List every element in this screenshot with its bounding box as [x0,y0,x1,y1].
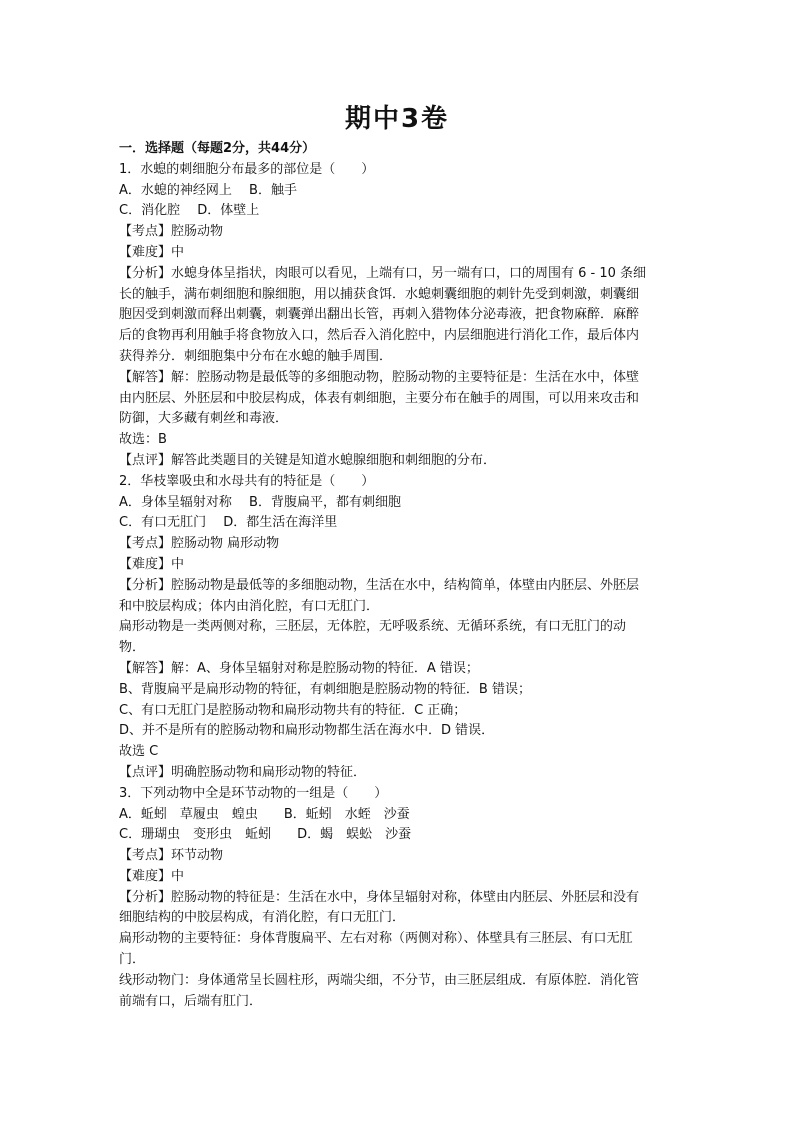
text-line: 【分析】腔肠动物的特征是：生活在水中，身体呈辐射对称，体壁由内胚层、外胚层和没有 [119,889,640,905]
text-line: 1．水螅的刺细胞分布最多的部位是（ ） [119,161,375,177]
text-line: 扁形动物是一类两侧对称，三胚层，无体腔，无呼吸系统、无循环系统，有口无肛门的动 [119,619,627,635]
text-line: 【难度】中 [119,868,185,884]
text-line: 故选 C [119,744,159,760]
text-line: 【点评】明确腔肠动物和扁形动物的特征． [119,764,367,780]
text-line: 【难度】中 [119,556,185,572]
text-line: 获得养分．刺细胞集中分布在水螅的触手周围． [119,348,393,364]
text-line: 防御，大多藏有刺丝和毒液． [119,411,289,427]
text-line: 【难度】中 [119,244,185,260]
text-line: A．蚯蚓 草履虫 蝗虫 B．蚯蚓 水蛭 沙蚕 [119,806,410,822]
text-line: 【解答】解：腔肠动物是最低等的多细胞动物，腔肠动物的主要特征是：生活在水中，体壁 [119,369,640,385]
text-line: 【分析】水螅身体呈指状，肉眼可以看见，上端有口，另一端有口，口的周围有 6 - 10 条细 [119,265,647,281]
text-line: 胞因受到刺激而释出刺囊，刺囊弹出翻出长管，再刺入猎物体分泌毒液，把食物麻醉．麻醉 [119,307,640,323]
text-line: 长的触手，满布刺细胞和腺细胞，用以捕获食饵．水螅刺囊细胞的刺针先受到刺激，刺囊细 [119,286,640,302]
text-line: 和中胶层构成；体内由消化腔，有口无肛门． [119,598,380,614]
section-heading: 一．选择题（每题2分，共44分） [119,141,316,156]
text-line: 扁形动物的主要特征：身体背腹扁平、左右对称（两侧对称）、体壁具有三胚层、有口无肛 [119,931,633,947]
text-line: 【考点】腔肠动物 [119,224,224,240]
text-line: B、背腹扁平是扁形动物的特征，有刺细胞是腔肠动物的特征．B 错误； [119,681,531,697]
text-line: 门． [119,952,146,968]
document-body [119,139,679,1012]
text-line: 2．华枝睾吸虫和水母共有的特征是（ ） [119,473,375,489]
text-line: 【点评】解答此类题目的关键是知道水螅腺细胞和刺细胞的分布． [119,452,497,468]
text-line: 3．下列动物中全是环节动物的一组是（ ） [119,785,388,801]
text-line: C．有口无肛门 D．都生活在海洋里 [119,515,338,531]
text-line: 【考点】腔肠动物 扁形动物 [119,536,280,552]
text-line: C．珊瑚虫 变形虫 蚯蚓 D．蝎 蜈蚣 沙蚕 [119,827,412,843]
text-line: 线形动物门：身体通常呈长圆柱形，两端尖细，不分节，由三胚层组成．有原体腔．消化管 [119,972,640,988]
text-line: C．消化腔 D．体壁上 [119,203,260,219]
text-line: C、有口无肛门是腔肠动物和扁形动物共有的特征．C 正确； [119,702,467,718]
text-line: A．水螅的神经网上 B．触手 [119,182,297,198]
text-line: 【解答】解：A、身体呈辐射对称是腔肠动物的特征．A 错误； [119,660,479,676]
text-line: A．身体呈辐射对称 B．背腹扁平，都有刺细胞 [119,494,401,510]
text-line: 物． [119,640,146,656]
text-line: 前端有口，后端有肛门． [119,993,263,1009]
text-line: 细胞结构的中胶层构成，有消化腔，有口无肛门． [119,910,406,926]
text-line: 后的食物再利用触手将食物放入口，然后吞入消化腔中，内层细胞进行消化工作，最后体内 [119,328,640,344]
text-line: 由内胚层、外胚层和中胶层构成，体表有刺细胞，主要分布在触手的周围，可以用来攻击和 [119,390,640,406]
text-line: 【分析】腔肠动物是最低等的多细胞动物，生活在水中，结构简单，体壁由内胚层、外胚层 [119,577,640,593]
page-title: 期中3卷 [344,104,450,134]
text-line: D、并不是所有的腔肠动物和扁形动物都生活在海水中．D 错误． [119,723,495,739]
text-line: 故选：B [119,432,167,448]
text-line: 【考点】环节动物 [119,848,224,864]
